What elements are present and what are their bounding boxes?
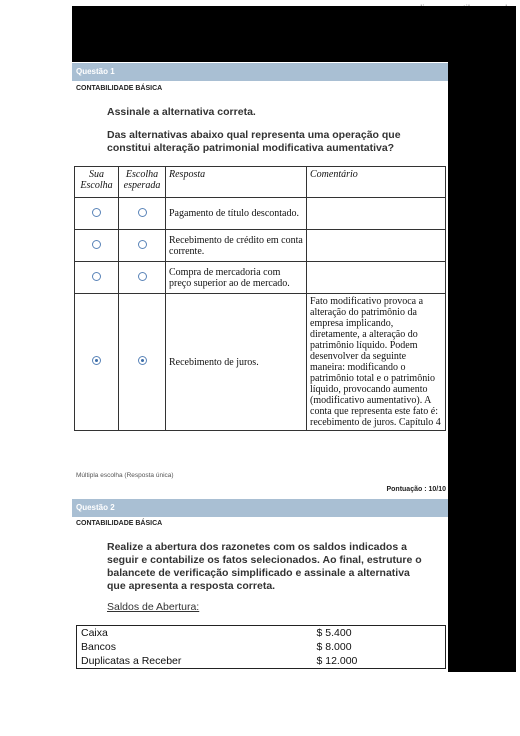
- header-text: Escolha: [80, 180, 113, 191]
- table-row: [77, 640, 446, 654]
- account-value: $ 8.000: [316, 641, 352, 653]
- answer-text: Pagamento de título descontado.: [166, 198, 307, 230]
- table-row: [75, 262, 446, 294]
- question-type: Múltipla escolha (Resposta única): [76, 472, 174, 479]
- radio-button-selected: [138, 356, 147, 365]
- header-sua-escolha: [75, 167, 119, 198]
- table-row: [75, 230, 446, 262]
- radio-button[interactable]: [92, 240, 101, 249]
- account-name: Duplicatas a Receber: [81, 655, 182, 667]
- expected-choice-cell: [119, 230, 166, 262]
- answer-text: Recebimento de juros.: [166, 294, 307, 431]
- question-1-prompt: Das alternativas abaixo qual representa uma operação que constitui alteração patrimonial modificativa aumentativa?: [107, 129, 401, 154]
- expected-choice-cell: [119, 294, 166, 431]
- table-row: [77, 654, 446, 669]
- answer-text: Recebimento de crédito em conta corrente.: [166, 230, 307, 262]
- black-margin-right: [448, 62, 516, 672]
- radio-button: [138, 272, 147, 281]
- answer-table-header: [75, 167, 446, 198]
- your-choice-cell[interactable]: [75, 262, 119, 294]
- question-1-instruction: Assinale a alternativa correta.: [107, 106, 256, 118]
- radio-button[interactable]: [92, 208, 101, 217]
- header-comentario: Comentário: [307, 167, 446, 198]
- saldos-table: [76, 625, 446, 669]
- header-resposta: Resposta: [166, 167, 307, 198]
- comment-text: [307, 262, 446, 294]
- saldos-title: Saldos de Abertura:: [107, 601, 200, 613]
- your-choice-cell[interactable]: [75, 294, 119, 431]
- answer-text: Compra de mercadoria com preço superior ao de mercado.: [166, 262, 307, 294]
- your-choice-cell[interactable]: [75, 198, 119, 230]
- question-1-header: Questão 1: [72, 63, 448, 81]
- table-row: [77, 626, 446, 641]
- comment-text: Fato modificativo provoca a alteração do patrimônio da empresa implicando, diretamente, a alteração do patrimônio líquido. Podem desenvolver da seguinte maneira: modificando o patrimônio total e o patrimônio líquido, provocando aumento (modificativo aumentativo). A conta que representa este fato é: recebimento de juros. Capítulo 4: [307, 294, 446, 431]
- radio-button: [138, 208, 147, 217]
- table-row: [75, 294, 446, 431]
- radio-button: [138, 240, 147, 249]
- question-2-header: Questão 2: [72, 499, 448, 517]
- account-value: $ 5.400: [316, 627, 352, 639]
- question-2-prompt: Realize a abertura dos razonetes com os saldos indicados a seguir e contabilize os fatos selecionados. Ao final, estruture o balancete de verificação simplificado e assinale a alternativa que apresenta a resposta correta.: [107, 541, 422, 592]
- radio-button[interactable]: [92, 272, 101, 281]
- black-margin-top: [72, 6, 516, 62]
- your-choice-cell[interactable]: [75, 230, 119, 262]
- comment-text: [307, 230, 446, 262]
- score: Pontuação : 10/10: [386, 486, 446, 493]
- header-text: esperada: [123, 180, 161, 191]
- expected-choice-cell: [119, 198, 166, 230]
- comment-text: [307, 198, 446, 230]
- table-row: [75, 198, 446, 230]
- header-escolha-esperada: [119, 167, 166, 198]
- question-2-subject: CONTABILIDADE BÁSICA: [76, 520, 163, 527]
- account-value: $ 12.000: [316, 655, 358, 667]
- radio-button-selected[interactable]: [92, 356, 101, 365]
- header-text: Escolha: [125, 169, 159, 180]
- answer-table: [74, 166, 446, 431]
- question-1-subject: CONTABILIDADE BÁSICA: [76, 85, 163, 92]
- header-text: Sua: [89, 169, 104, 180]
- account-name: Bancos: [81, 641, 117, 653]
- expected-choice-cell: [119, 262, 166, 294]
- account-name: Caixa: [81, 627, 108, 639]
